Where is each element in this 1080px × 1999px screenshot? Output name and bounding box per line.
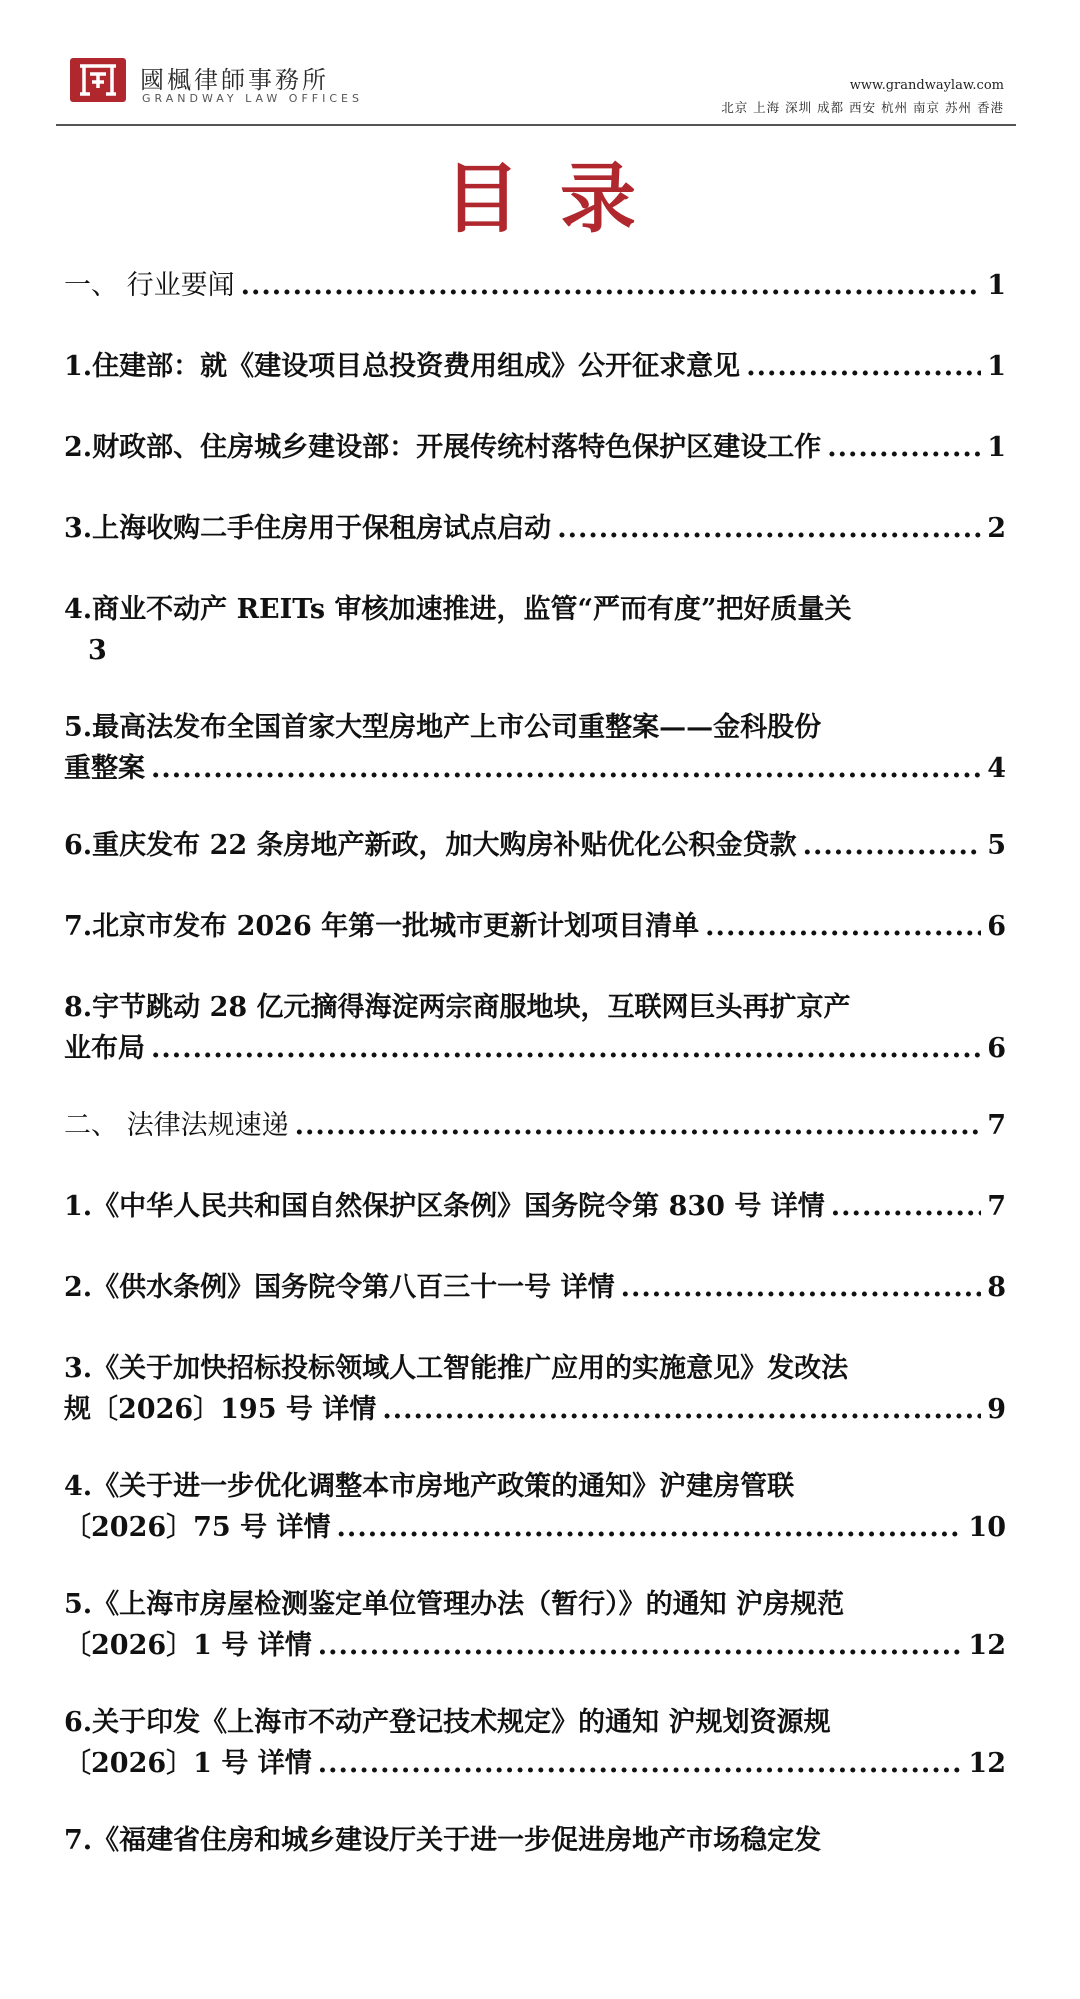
toc-entry-text-cont: 〔2026〕1 号 详情 (64, 1748, 312, 1779)
toc-page-number: 1 (987, 351, 1006, 382)
toc-page-number: 6 (987, 1033, 1006, 1064)
firm-logo-icon (70, 58, 126, 102)
office-cities: 北京 上海 深圳 成都 西安 杭州 南京 苏州 香港 (721, 100, 1004, 115)
toc-entry[interactable] (64, 987, 1006, 1069)
dot-leader (318, 1625, 963, 1666)
toc-entry[interactable] (64, 346, 1006, 387)
toc-entry[interactable] (64, 1584, 1006, 1666)
dot-leader (295, 1105, 982, 1146)
dot-leader (241, 265, 982, 306)
toc-entry-text: 7.《福建省住房和城乡建设厅关于进一步促进房地产市场稳定发 (64, 1825, 822, 1856)
dot-leader (318, 1743, 963, 1784)
toc-entry-text: 2.财政部、住房城乡建设部：开展传统村落特色保护区建设工作 (64, 432, 822, 463)
website-link[interactable]: www.grandwaylaw.com (849, 78, 1004, 93)
toc-page-number: 12 (968, 1630, 1006, 1661)
toc-entry-text: 7.北京市发布 2026 年第一批城市更新计划项目清单 (64, 911, 700, 942)
toc-page-number: 4 (987, 753, 1006, 784)
toc-entry[interactable] (64, 1186, 1006, 1227)
toc-page-number: 7 (987, 1110, 1006, 1141)
toc-page-number: 8 (987, 1272, 1006, 1303)
toc-page-number: 9 (987, 1394, 1006, 1425)
toc-entry-text: 6.关于印发《上海市不动产登记技术规定》的通知 沪规划资源规 (64, 1707, 831, 1738)
toc-entry-text: 3.《关于加快招标投标领域人工智能推广应用的实施意见》发改法 (64, 1353, 849, 1384)
toc-entry-text-cont: 〔2026〕75 号 详情 (64, 1512, 331, 1543)
toc-entry-text-cont: 重整案 (64, 753, 145, 784)
toc-page-number: 5 (987, 830, 1006, 861)
toc-entry[interactable] (64, 589, 1006, 671)
page-title: 目录 (444, 154, 676, 243)
dot-leader (621, 1267, 982, 1308)
firm-name-en: GRANDWAY LAW OFFICES (142, 92, 363, 105)
toc-entry-text: 2.《供水条例》国务院令第八百三十一号 详情 (64, 1272, 615, 1303)
toc-entry[interactable] (64, 427, 1006, 468)
toc-page-number: 7 (987, 1191, 1006, 1222)
dot-leader (803, 825, 982, 866)
toc-entry[interactable] (64, 1702, 1006, 1784)
toc-page-number: 2 (987, 513, 1006, 544)
toc-entry-text: 8.宇节跳动 28 亿元摘得海淀两宗商服地块，互联网巨头再扩京产 (64, 992, 851, 1023)
toc-entry-text: 4.商业不动产 REITs 审核加速推进，监管“严而有度”把好质量关 (64, 594, 852, 625)
toc-entry-text: 5.最高法发布全国首家大型房地产上市公司重整案——金科股份 (64, 712, 822, 743)
toc-entry[interactable] (64, 707, 1006, 789)
toc-entry[interactable] (64, 508, 1006, 549)
toc-entry-text: 5.《上海市房屋检测鉴定单位管理办法（暂行）》的通知 沪房规范 (64, 1589, 845, 1620)
dot-leader (831, 1186, 981, 1227)
toc-page-number: 12 (968, 1748, 1006, 1779)
toc-page-number: 10 (968, 1512, 1006, 1543)
toc-entry[interactable] (64, 1348, 1006, 1430)
toc-page-number: 1 (987, 432, 1006, 463)
toc-entry[interactable] (64, 1267, 1006, 1308)
toc-entry-text: 一、 行业要闻 (64, 270, 235, 301)
dot-leader (557, 508, 981, 549)
dot-leader (151, 1028, 981, 1069)
firm-name-cn: 國楓律師事務所 (140, 66, 329, 94)
toc-entry-text: 3.上海收购二手住房用于保租房试点启动 (64, 513, 552, 544)
dot-leader (151, 748, 981, 789)
toc-section-industry-news[interactable] (64, 265, 1006, 306)
toc-entry-text-cont: 业布局 (64, 1033, 145, 1064)
toc-entry[interactable] (64, 825, 1006, 866)
letterhead (56, 52, 1016, 126)
dot-leader (746, 346, 981, 387)
toc-entry-text: 6.重庆发布 22 条房地产新政，加大购房补贴优化公积金贷款 (64, 830, 797, 861)
dot-leader (337, 1507, 963, 1548)
toc-entry-text: 1.住建部：就《建设项目总投资费用组成》公开征求意见 (64, 351, 741, 382)
dot-leader (827, 427, 981, 468)
toc-entry-text: 1.《中华人民共和国自然保护区条例》国务院令第 830 号 详情 (64, 1191, 825, 1222)
toc-entry-text-cont: 规〔2026〕195 号 详情 (64, 1394, 377, 1425)
toc-entry[interactable] (64, 906, 1006, 947)
toc-page-number: 3 (88, 635, 107, 666)
dot-leader (705, 906, 981, 947)
dot-leader (382, 1389, 981, 1430)
toc-entry-text: 二、 法律法规速递 (64, 1110, 289, 1141)
toc-entry-text-cont: 〔2026〕1 号 详情 (64, 1630, 312, 1661)
toc-page-number: 1 (987, 270, 1006, 301)
toc-entry[interactable] (64, 1466, 1006, 1548)
table-of-contents (64, 265, 1006, 1901)
toc-page-number: 6 (987, 911, 1006, 942)
toc-entry-text: 4.《关于进一步优化调整本市房地产政策的通知》沪建房管联 (64, 1471, 795, 1502)
toc-entry[interactable] (64, 1820, 1006, 1861)
toc-section-laws-regulations[interactable] (64, 1105, 1006, 1146)
